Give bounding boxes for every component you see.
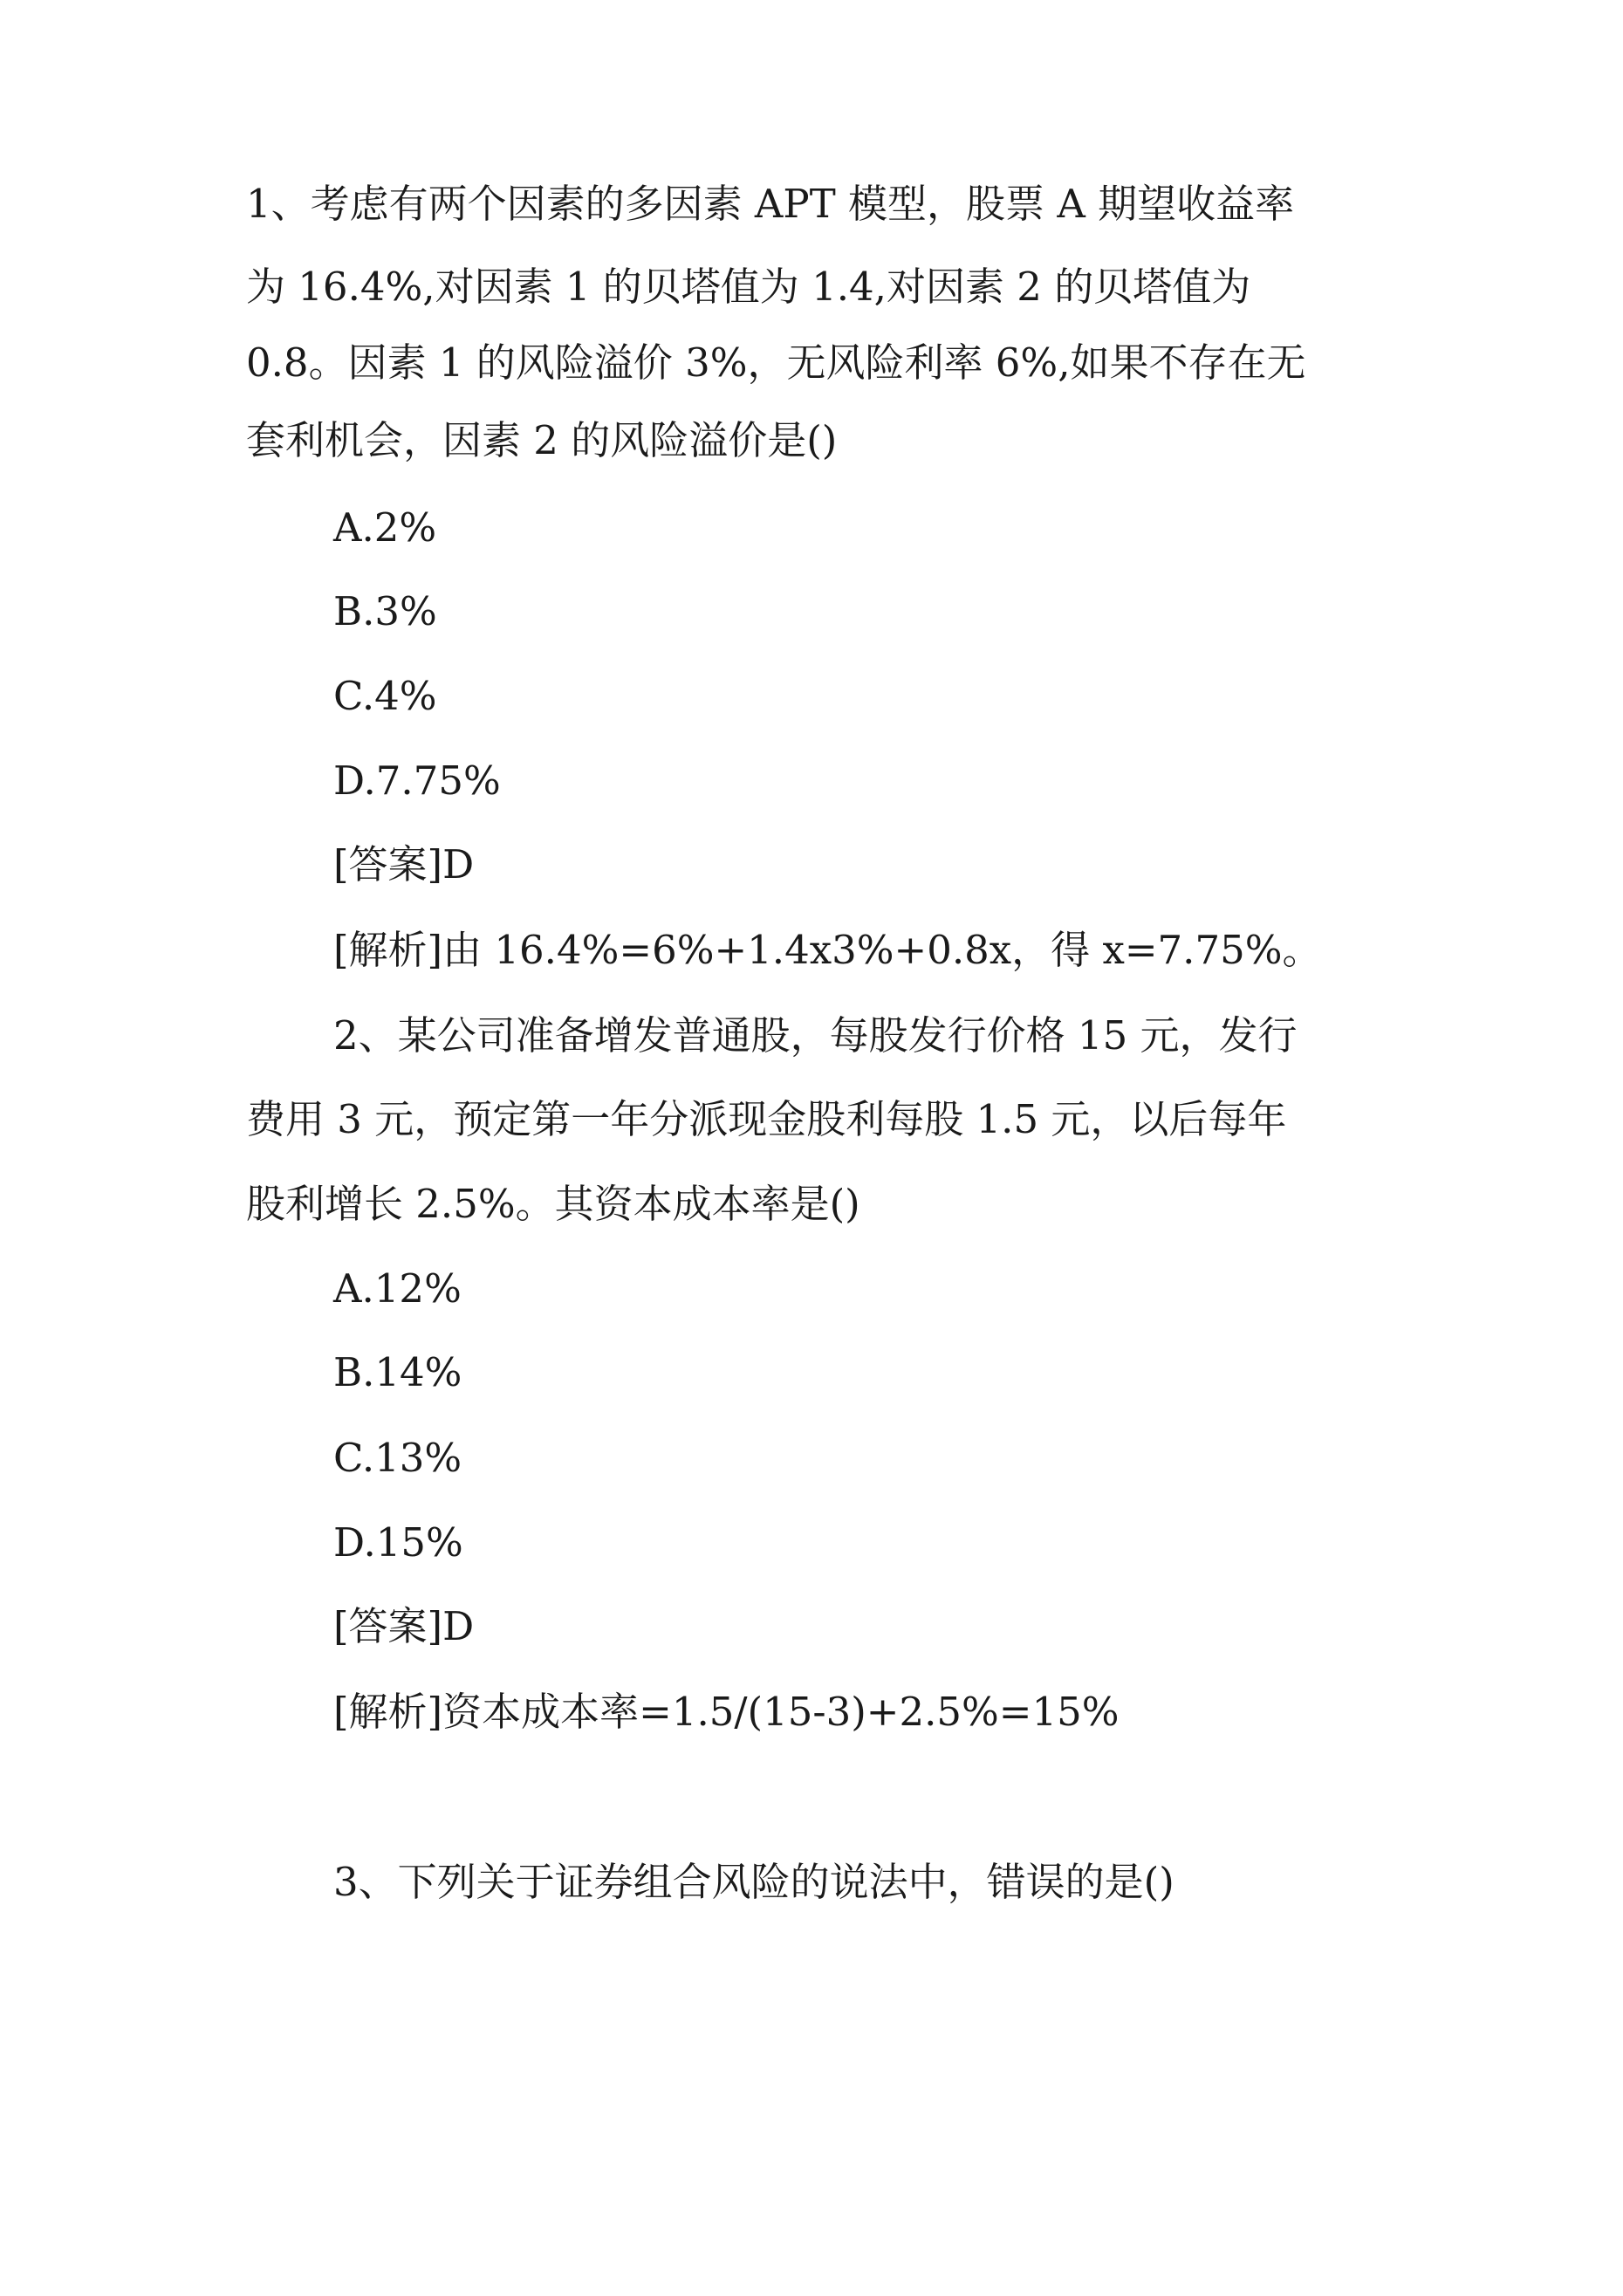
question-1-option-a: A.2% <box>333 504 437 551</box>
question-2-option-d: D.15% <box>333 1519 463 1566</box>
question-1-option-d: D.7.75% <box>333 757 501 804</box>
question-2-stem-line-2: 费用 3 元，预定第一年分派现金股利每股 1.5 元，以后每年 <box>246 1096 1287 1142</box>
question-2-stem-line-3: 股利增长 2.5%。其资本成本率是() <box>246 1181 860 1227</box>
question-1-stem-line-2: 为 16.4%,对因素 1 的贝塔值为 1.4,对因素 2 的贝塔值为 <box>246 264 1251 310</box>
question-1-option-c: C.4% <box>333 673 437 719</box>
question-2-option-c: C.13% <box>333 1435 462 1481</box>
question-1-option-b: B.3% <box>333 588 437 634</box>
question-3-stem-line-1: 3、下列关于证券组合风险的说法中，错误的是() <box>333 1859 1174 1905</box>
question-1-stem-line-1: 1、考虑有两个因素的多因素 APT 模型，股票 A 期望收益率 <box>246 181 1295 227</box>
question-2-option-b: B.14% <box>333 1349 462 1395</box>
question-2-analysis: [解析]资本成本率=1.5/(15-3)+2.5%=15% <box>333 1689 1120 1735</box>
question-1-stem-line-4: 套利机会，因素 2 的风险溢价是() <box>246 417 838 463</box>
question-1-answer: [答案]D <box>333 841 475 888</box>
question-2-stem-line-1: 2、某公司准备增发普通股，每股发行价格 15 元，发行 <box>333 1012 1298 1059</box>
question-1-stem-line-3: 0.8。因素 1 的风险溢价 3%，无风险利率 6%,如果不存在无 <box>246 339 1306 386</box>
question-2-answer: [答案]D <box>333 1603 475 1649</box>
question-2-option-a: A.12% <box>333 1265 462 1312</box>
question-1-analysis: [解析]由 16.4%=6%+1.4x3%+0.8x，得 x=7.75%。 <box>333 927 1322 973</box>
